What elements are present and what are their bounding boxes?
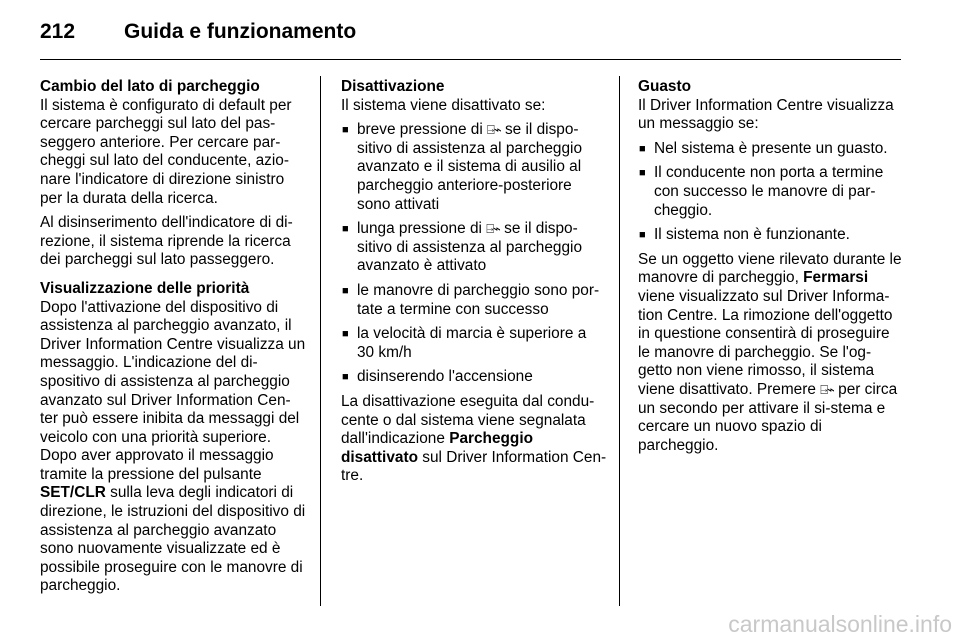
paragraph: Il Driver Information Centre visualizza un messaggio se:	[638, 96, 894, 133]
paragraph	[638, 251, 904, 456]
text-run: se il dispo-sitivo di assistenza al parcheggio avanzato è attivato	[357, 220, 582, 275]
column-divider-1	[320, 76, 321, 606]
column-2	[341, 78, 607, 492]
paragraph: Il sistema viene disattivato se:	[341, 96, 546, 114]
list-item	[341, 121, 607, 214]
heading-fault: Guasto	[638, 78, 692, 95]
section-title: Guida e funzionamento	[124, 20, 357, 43]
list-item: ■ Il sistema non è funzionante.	[638, 226, 904, 245]
stop-label: Fermarsi	[803, 269, 869, 287]
list-item: ■ la velocità di marcia è superiore a 30 km/h	[341, 325, 607, 362]
heading-deactivation: Disattivazione	[341, 78, 445, 95]
list-item: ■ le manovre di parcheggio sono por-tate a termine con successo	[341, 282, 607, 319]
parking-deactivated-label: Parcheggio disattivato	[341, 430, 534, 466]
text-run: sul Driver Information Cen-tre.	[341, 448, 607, 485]
heading-parking-side: Cambio del lato di parcheggio	[40, 78, 260, 95]
parking-assist-button-icon: ⍈⌁	[487, 122, 501, 138]
paragraph: Al disinserimento dell'indicatore di di-rezione, il sistema riprende la ricerca dei parcheggi sul lato passeggero.	[40, 214, 293, 269]
list-item: ■ disinserendo l'accensione	[341, 368, 607, 387]
text-run: viene visualizzato sul Driver Informa-tion Centre. La rimozione dell'oggetto in questione consentirà di proseguire le manovre di parcheggio. Se l'og-getto non viene rimosso, il sistema viene disattivato. Premere	[638, 287, 893, 398]
list-item	[341, 220, 607, 276]
text-run: Dopo l'attivazione del dispositivo di assistenza al parcheggio avanzato, il Driver Information Centre visualizza un messaggio. L'indicazione del di-spositivo di assistenza al parcheggio avanzato sul Driver Information Cen-ter può essere inibita da messaggi del veicolo con una priorità superiore. Dopo aver approvato il messaggio tramite la pressione del pulsante	[40, 298, 306, 483]
heading-priority-display: Visualizzazione delle priorità	[40, 279, 250, 297]
text-run: se il dispo-sitivo di assistenza al parcheggio avanzato e il sistema di ausilio al parcheggio anteriore-posteriore sono attivati	[357, 121, 582, 213]
parking-assist-button-icon: ⍈⌁	[486, 221, 500, 237]
set-clr-label: SET/CLR	[40, 484, 106, 502]
deactivation-list	[341, 121, 607, 387]
text-run: Se un oggetto viene rilevato durante le manovre di parcheggio,	[638, 250, 902, 287]
text-run: per circa un secondo per attivare il si-stema e cercare un nuovo spazio di parcheggio.	[638, 380, 898, 454]
paragraph	[341, 393, 607, 486]
text-run: La disattivazione eseguita dal condu-cente o dal sistema viene segnalata dall'indicazione	[341, 392, 595, 448]
list-item: ■ Il conducente non porta a termine con successo le manovre di par-cheggio.	[638, 164, 904, 220]
list-item: ■ Nel sistema è presente un guasto.	[638, 140, 904, 159]
text-run: lunga pressione di	[357, 220, 482, 238]
column-3	[638, 78, 904, 461]
page-number: 212	[40, 20, 76, 43]
header-divider	[40, 59, 901, 60]
watermark: carmanualsonline.info	[728, 611, 952, 637]
paragraph	[40, 299, 306, 597]
column-1	[40, 78, 306, 602]
paragraph: Il sistema è configurato di default per cercare parcheggi sul lato del pas-seggero anteriore. Per cercare par-cheggi sul lato del conducente, azio-nare l'indicatore di direzione sinistro per la durata della ricerca.	[40, 96, 292, 207]
parking-assist-button-icon: ⍈⌁	[820, 381, 834, 397]
text-run: sulla leva degli indicatori di direzione, le istruzioni del dispositivo di assistenza al parcheggio avanzato sono nuovamente visualizzate ed è possibile proseguire con le manovre di parcheggio.	[40, 484, 306, 595]
page-header	[40, 20, 356, 44]
text-run: breve pressione di	[357, 121, 483, 139]
column-divider-2	[619, 76, 620, 606]
fault-list	[638, 140, 904, 245]
